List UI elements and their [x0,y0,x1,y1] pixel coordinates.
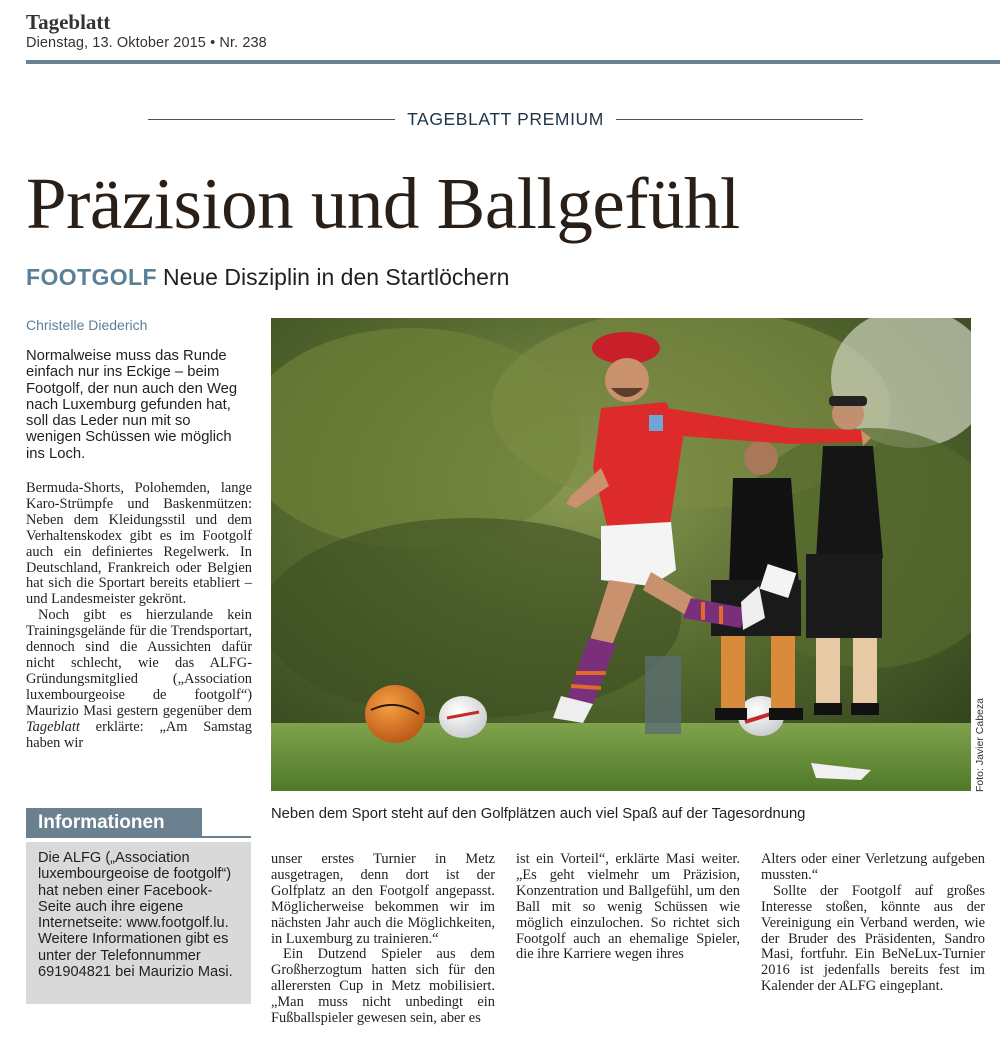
body-paragraph: Noch gibt es hierzulande kein Trainingsgelände für die Trendsportart, dennoch sind die Aussichten dafür nicht schlecht, wie das ALFG-Gründungsmitglied („Association luxembourgeoise de footgolf“) Maurizio Masi gestern gegenüber dem Tageblatt erklärte: „Am Samstag haben wir [26,607,252,751]
kicker-rule-left [148,119,395,120]
info-box [26,808,251,1004]
body-paragraph: Sollte der Footgolf auf großes Interesse stoßen, könnte aus der Vereinigung ein Verband werden, wie der Bruder des Präsidenten, Sandro Masi, fortfuhr. Ein BeNeLux-Turnier 2016 ist jedenfalls bereits fest im Kalender der ALFG eingeplant. [761,882,985,995]
issue-date: Dienstag, 13. Oktober 2015 • Nr. 238 [26,35,267,51]
article-column-3 [761,852,985,995]
header-rule [26,60,1000,64]
article-photo [271,318,971,791]
info-box-title: Informationen [26,808,202,838]
headline: Präzision und Ballgefühl [26,163,740,244]
article-column-2 [516,852,740,963]
masthead [26,10,267,52]
info-box-text: Die ALFG („Association luxembourgeoise de footgolf“) hat neben einer Facebook-Seite auch ihre eigene Internetseite: www.footgolf.lu. Weitere Informationen gibt es unter der Telefonnummer 691904821 bei Maurizio Masi. [26,842,251,1004]
subheadline [26,262,509,292]
photo-credit: Foto: Javier Cabeza [974,698,986,792]
body-paragraph: Ein Dutzend Spieler aus dem Großherzogtum hatten sich für den allerersten Cup in Metz mobilisiert. „Man muss nicht unbedingt ein Fußballspieler gewesen sein, aber es [271,946,495,1027]
lead-paragraph: Normalweise muss das Runde einfach nur ins Eckige – beim Footgolf, der nun auch den Weg nach Luxemburg gefunden hat, soll das Leder nun mit so wenigen Schüssen wie möglich ins Loch. [26,348,238,462]
body-paragraph: ist ein Vorteil“, erklärte Masi weiter. „Es geht vielmehr um Präzision, Konzentration und Ballgefühl, um den Ball mit so wenig Schüssen wie möglich einzulochen. So richtet sich Footgolf auch an ehemalige Spieler, die ihre Karriere wegen ihres [516,851,740,963]
article-column-left [26,481,252,751]
author-byline: Christelle Diederich [26,317,148,333]
subhead-text: Neue Disziplin in den Startlöchern [162,264,510,290]
body-paragraph: Bermuda-Shorts, Polohemden, lange Karo-Strümpfe und Baskenmützen: Neben dem Kleidungsstil und dem Verhaltenskodex gibt es im Footgolf auch ein definiertes Regelwerk. In Deutschland, Frankreich oder Belgien hat sich die Sportart bereits etabliert – und Landesmeister gekrönt. [26,480,252,608]
footgolf-player-photo [271,318,971,791]
kicker-label: TAGEBLATT PREMIUM [407,108,604,129]
photo-caption: Neben dem Sport steht auf den Golfplätzen auch viel Spaß auf der Tagesordnung [271,806,806,822]
subhead-rubric: FOOTGOLF [26,264,157,290]
publication-name: Tageblatt [26,718,80,735]
newspaper-name: Tageblatt [26,10,111,34]
article-column-1 [271,852,495,1027]
body-paragraph: unser erstes Turnier in Metz ausgetragen, denn dort ist der Golfplatz an den Footgolf angepasst. Möglicherweise bekommen wir im nächsten Jahr auch die Möglichkeiten, in Luxemburg zu trainieren.“ [271,851,495,947]
kicker-rule-right [616,119,863,120]
body-paragraph: Alters oder einer Verletzung aufgeben mussten.“ [761,851,985,883]
kicker-banner [148,106,863,132]
